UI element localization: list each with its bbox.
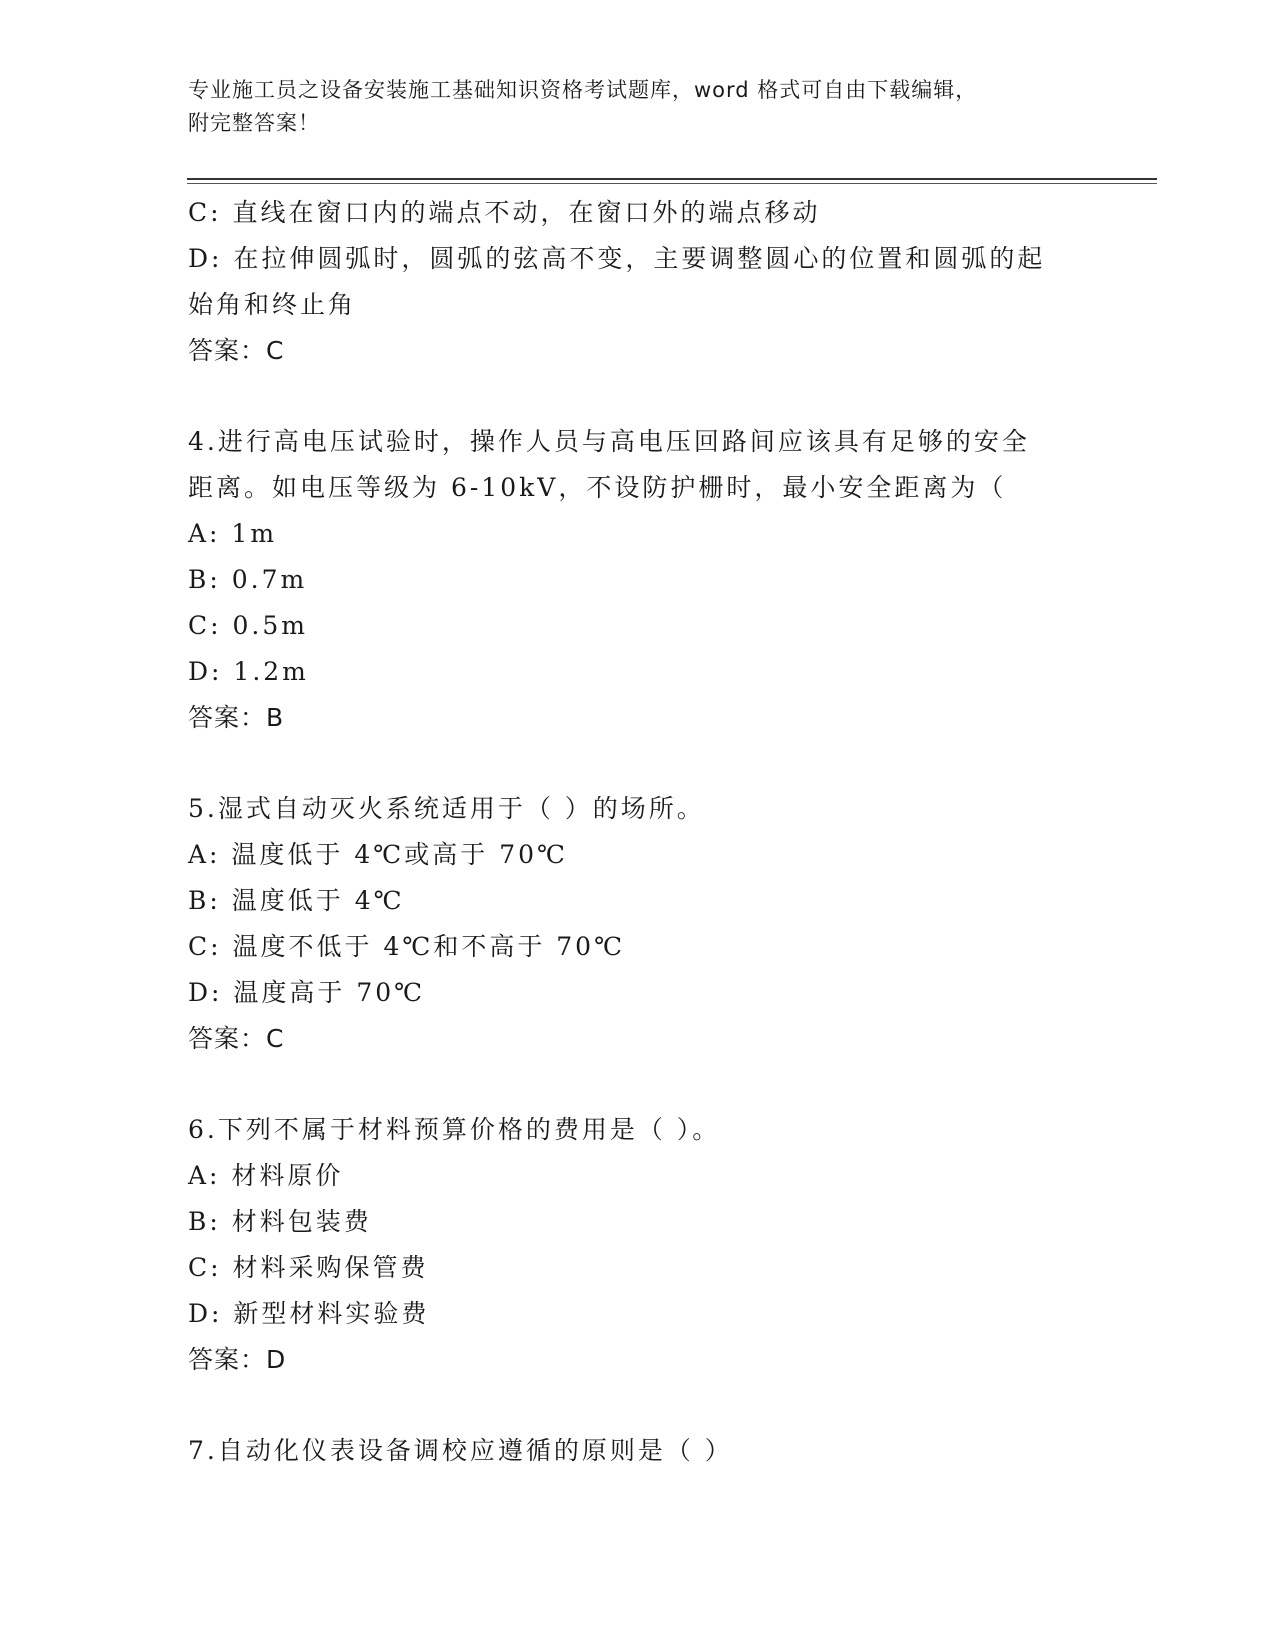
question-5-option-b: B: 温度低于 4℃	[188, 886, 405, 915]
question-5-answer: 答案：C	[188, 1024, 285, 1053]
question-5-stem: 5.湿式自动灭火系统适用于（ ）的场所。	[188, 794, 705, 823]
spacer	[188, 1383, 1088, 1428]
question-6-option-a: A: 材料原价	[188, 1161, 344, 1190]
question-4-option-b: B: 0.7m	[188, 565, 308, 594]
question-4-answer: 答案：B	[188, 703, 285, 732]
header-divider-thick	[187, 178, 1157, 180]
header-line-2: 附完整答案！	[188, 111, 320, 135]
question-4-stem-line-1: 4.进行高电压试验时，操作人员与高电压回路间应该具有足够的安全	[188, 427, 1030, 456]
question-4-option-d: D: 1.2m	[188, 657, 309, 686]
document-header	[188, 74, 1088, 140]
spacer	[188, 741, 1088, 786]
spacer	[188, 1062, 1088, 1107]
header-line-1: 专业施工员之设备安装施工基础知识资格考试题库，word 格式可自由下载编辑，	[188, 78, 978, 102]
question-5-option-a: A: 温度低于 4℃或高于 70℃	[188, 840, 568, 869]
question-6	[188, 1107, 1088, 1383]
question-6-option-b: B: 材料包装费	[188, 1207, 372, 1236]
question-3-option-c: C: 直线在窗口内的端点不动，在窗口外的端点移动	[188, 198, 821, 227]
spacer	[188, 374, 1088, 419]
question-6-stem: 6.下列不属于材料预算价格的费用是（ ）。	[188, 1115, 721, 1144]
question-3-option-d-line-2: 始角和终止角	[188, 290, 357, 319]
question-6-answer: 答案：D	[188, 1345, 287, 1374]
question-3-continuation	[188, 190, 1088, 374]
question-3-answer: 答案：C	[188, 336, 285, 365]
question-4-stem-line-2: 距离。如电压等级为 6-10kV，不设防护栅时，最小安全距离为（	[188, 473, 1007, 502]
question-7	[188, 1428, 1088, 1474]
question-4	[188, 419, 1088, 741]
question-4-option-c: C: 0.5m	[188, 611, 308, 640]
header-divider-thin	[187, 183, 1157, 184]
question-7-stem: 7.自动化仪表设备调校应遵循的原则是（ ）	[188, 1436, 733, 1465]
question-5	[188, 786, 1088, 1062]
question-5-option-d: D: 温度高于 70℃	[188, 978, 426, 1007]
question-5-option-c: C: 温度不低于 4℃和不高于 70℃	[188, 932, 626, 961]
question-3-option-d-line-1: D: 在拉伸圆弧时，圆弧的弦高不变，主要调整圆心的位置和圆弧的起	[188, 244, 1046, 273]
question-list	[188, 190, 1088, 1474]
question-6-option-c: C: 材料采购保管费	[188, 1253, 429, 1282]
question-4-option-a: A: 1m	[188, 519, 278, 548]
question-6-option-d: D: 新型材料实验费	[188, 1299, 430, 1328]
